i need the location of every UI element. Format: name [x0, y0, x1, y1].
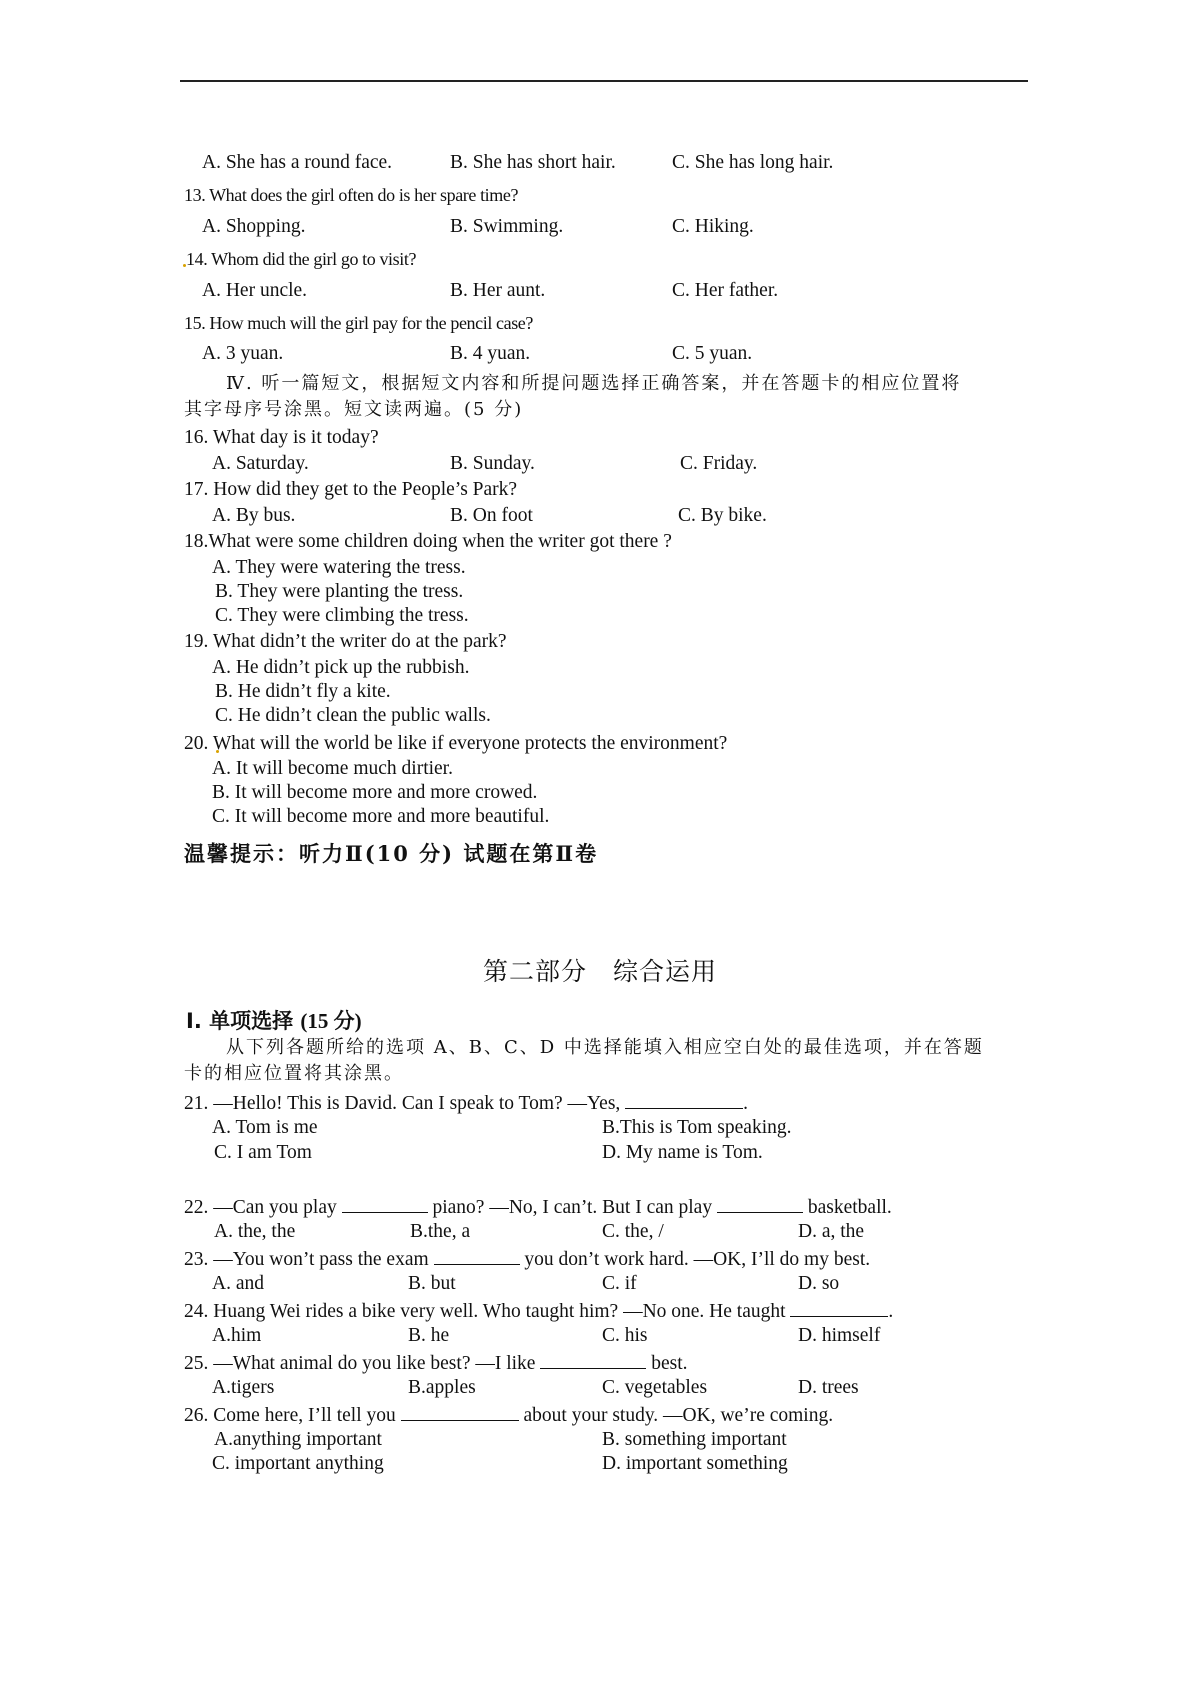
part2-title: 第二部分 综合运用: [482, 957, 717, 986]
q24-blank: [790, 1298, 888, 1317]
q14-option-b: B. Her aunt.: [450, 280, 546, 301]
q23-blank: [434, 1246, 520, 1265]
q15-option-a: A. 3 yuan.: [202, 343, 284, 364]
q25-option-a: A.tigers: [212, 1377, 275, 1398]
q21-option-a: A. Tom is me: [212, 1117, 318, 1138]
section4-instruction-line2: 其字母序号涂黑。短文读两遍。(5 分): [184, 399, 524, 420]
q12-option-c: C. She has long hair.: [672, 152, 834, 173]
q26-pre: 26. Come here, I’ll tell you: [184, 1405, 401, 1426]
q13-option-c: C. Hiking.: [672, 216, 754, 237]
q25-post: best.: [646, 1353, 688, 1374]
q19-option-b: B. He didn’t fly a kite.: [215, 681, 391, 702]
q16-option-c: C. Friday.: [680, 453, 758, 474]
q14-option-c: C. Her father.: [672, 280, 779, 301]
header-rule: [180, 80, 1028, 82]
q21-question: [184, 1090, 748, 1116]
q23-option-c: C. if: [602, 1273, 637, 1294]
q23-post: you don’t work hard. —OK, I’ll do my best.: [519, 1249, 871, 1270]
section-heading-score: (15 分): [300, 1009, 362, 1033]
warm-tip: 温馨提示：听力Ⅱ(10 分) 试题在第Ⅱ卷: [184, 841, 599, 866]
q20-question: 20. What will the world be like if everyone protects the environment?: [184, 733, 728, 754]
q22-option-b: B.the, a: [410, 1221, 471, 1242]
q22-blank-1: [342, 1194, 428, 1213]
section-heading: [186, 1005, 362, 1035]
q24-option-a: A.him: [212, 1325, 262, 1346]
q20-option-c: C. It will become more and more beautiful.: [212, 806, 550, 827]
q24-option-b: B. he: [408, 1325, 450, 1346]
q22-option-c: C. the, /: [602, 1221, 664, 1242]
q17-option-c: C. By bike.: [678, 505, 767, 526]
section-heading-cn: Ⅰ. 单项选择: [186, 1009, 294, 1033]
q24-question: [184, 1298, 893, 1324]
q21-option-b: B.This is Tom speaking.: [602, 1117, 792, 1138]
q13-option-b: B. Swimming.: [450, 216, 564, 237]
q23-option-d: D. so: [798, 1273, 840, 1294]
q19-question: 19. What didn’t the writer do at the park?: [184, 631, 507, 652]
q17-option-a: A. By bus.: [212, 505, 296, 526]
q14-option-a: A. Her uncle.: [202, 280, 308, 301]
q22-question: [184, 1194, 892, 1220]
q13-option-a: A. Shopping.: [202, 216, 306, 237]
q24-pre: 24. Huang Wei rides a bike very well. Who taught him? —No one. He taught: [184, 1301, 791, 1322]
q23-question: [184, 1246, 870, 1272]
q22-blank-2: [717, 1194, 803, 1213]
q16-question: 16. What day is it today?: [184, 427, 379, 448]
q25-option-b: B.apples: [408, 1377, 476, 1398]
q25-blank: [540, 1350, 646, 1369]
section4-instruction-line1: Ⅳ. 听一篇短文，根据短文内容和所提问题选择正确答案，并在答题卡的相应位置将: [226, 373, 962, 394]
q18-option-c: C. They were climbing the tress.: [215, 605, 469, 626]
q25-pre: 25. —What animal do you like best? —I like: [184, 1353, 541, 1374]
q22-option-d: D. a, the: [798, 1221, 865, 1242]
q17-question: 17. How did they get to the People’s Park?: [184, 479, 518, 500]
q17-option-b: B. On foot: [450, 505, 533, 526]
q26-question: [184, 1402, 833, 1428]
q22-pre: 22. —Can you play: [184, 1197, 342, 1218]
q12-option-b: B. She has short hair.: [450, 152, 616, 173]
q20-option-a: A. It will become much dirtier.: [212, 758, 453, 779]
q24-option-d: D. himself: [798, 1325, 881, 1346]
q21-option-c: C. I am Tom: [214, 1142, 312, 1163]
q24-option-c: C. his: [602, 1325, 648, 1346]
q25-question: [184, 1350, 688, 1376]
q14-question: 14. Whom did the girl go to visit?: [186, 249, 417, 269]
q22-option-a: A. the, the: [214, 1221, 296, 1242]
q21-pre: 21. —Hello! This is David. Can I speak to Tom? —Yes,: [184, 1093, 626, 1114]
q16-option-a: A. Saturday.: [212, 453, 309, 474]
q23-option-a: A. and: [212, 1273, 264, 1294]
q26-option-b: B. something important: [602, 1429, 787, 1450]
q12-option-a: A. She has a round face.: [202, 152, 393, 173]
q23-pre: 23. —You won’t pass the exam: [184, 1249, 434, 1270]
part2-instruction-line2: 卡的相应位置将其涂黑。: [184, 1063, 404, 1084]
q26-post: about your study. —OK, we’re coming.: [518, 1405, 834, 1426]
q22-mid: piano? —No, I can’t. But I can play: [427, 1197, 717, 1218]
q18-option-a: A. They were watering the tress.: [212, 557, 466, 578]
q18-option-b: B. They were planting the tress.: [215, 581, 464, 602]
q16-option-b: B. Sunday.: [450, 453, 535, 474]
q18-question: 18.What were some children doing when the writer got there ?: [184, 531, 672, 552]
q15-option-c: C. 5 yuan.: [672, 343, 753, 364]
q22-post: basketball.: [802, 1197, 892, 1218]
q25-option-d: D. trees: [798, 1377, 859, 1398]
q26-blank: [401, 1402, 519, 1421]
q20-option-b: B. It will become more and more crowed.: [212, 782, 538, 803]
part2-instruction-line1: 从下列各题所给的选项 A、B、C、D 中选择能填入相应空白处的最佳选项，并在答题: [226, 1037, 984, 1058]
q21-post: .: [743, 1093, 749, 1114]
q19-option-a: A. He didn’t pick up the rubbish.: [212, 657, 470, 678]
q25-option-c: C. vegetables: [602, 1377, 708, 1398]
q15-option-b: B. 4 yuan.: [450, 343, 531, 364]
q13-question: 13. What does the girl often do is her spare time?: [184, 185, 519, 205]
q23-option-b: B. but: [408, 1273, 456, 1294]
q21-blank: [625, 1090, 743, 1109]
q21-option-d: D. My name is Tom.: [602, 1142, 763, 1163]
q19-option-c: C. He didn’t clean the public walls.: [215, 705, 491, 726]
q26-option-a: A.anything important: [214, 1429, 382, 1450]
q26-option-d: D. important something: [602, 1453, 788, 1474]
q24-post: .: [888, 1301, 894, 1322]
q26-option-c: C. important anything: [212, 1453, 384, 1474]
q15-question: 15. How much will the girl pay for the pencil case?: [184, 313, 533, 333]
